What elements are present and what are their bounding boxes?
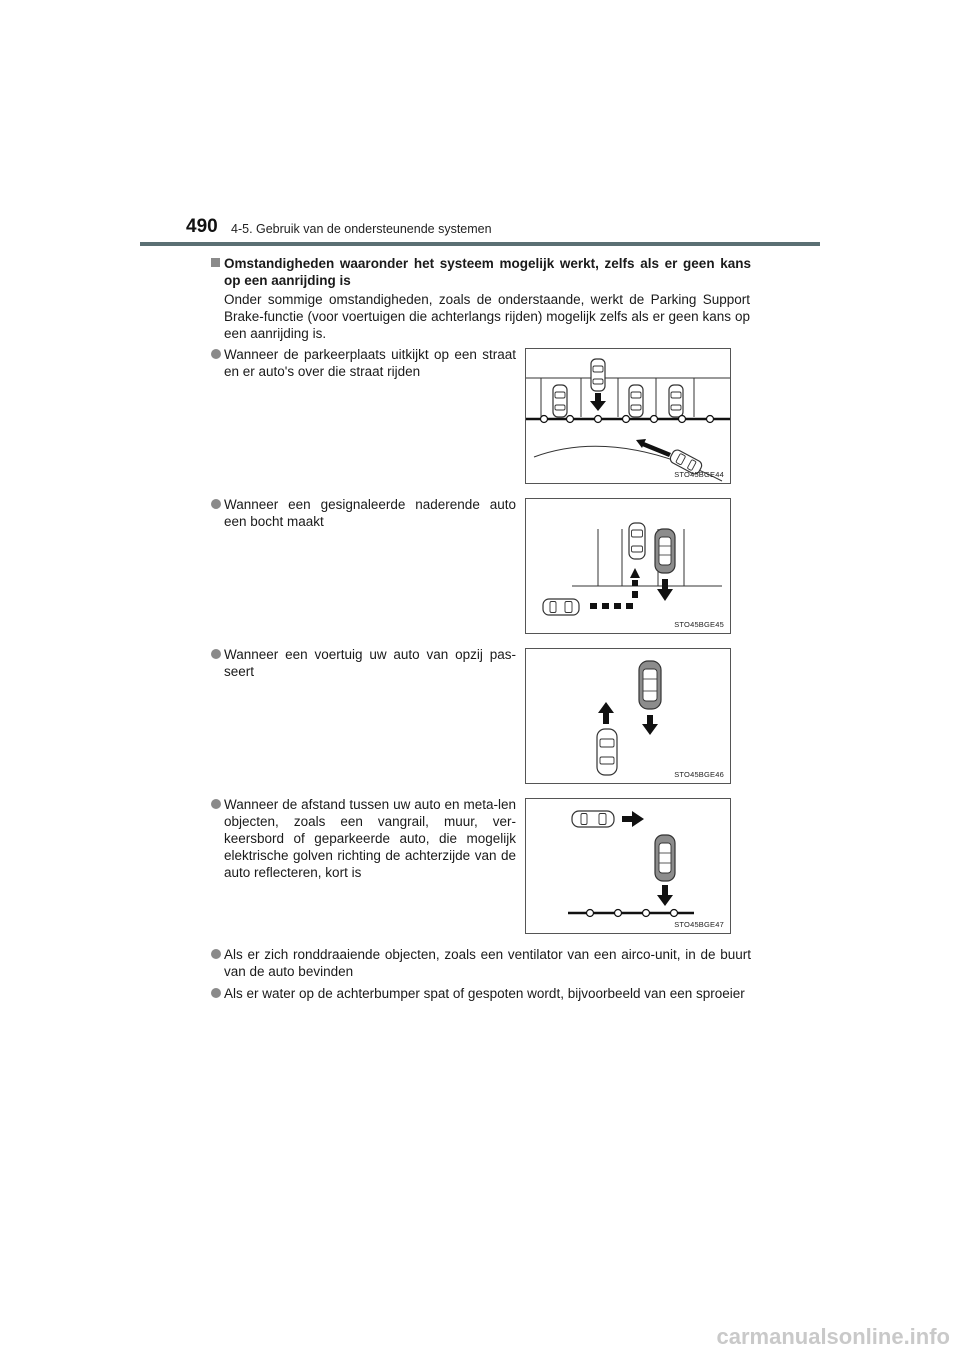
figure-metal-objects	[525, 798, 731, 934]
figure-code: STO45BGE47	[674, 920, 724, 929]
square-bullet-icon	[211, 258, 220, 267]
section-title: 4-5. Gebruik van de ondersteunende systemen	[231, 222, 492, 236]
bullet-icon	[211, 949, 221, 959]
bullet-icon	[211, 649, 221, 659]
bullet-item	[211, 496, 516, 530]
figure-parking-street	[525, 348, 731, 484]
bullet-icon	[211, 349, 221, 359]
bullet-item	[211, 346, 516, 380]
bullet-icon	[211, 499, 221, 509]
figure-side-passing	[525, 648, 731, 784]
figure-code: STO45BGE46	[674, 770, 724, 779]
figure-code: STO45BGE44	[674, 470, 724, 479]
figure-code: STO45BGE45	[674, 620, 724, 629]
bullet-item	[211, 985, 751, 1002]
heading-text: Omstandigheden waaronder het systeem mogelijk werkt, zelfs als er geen kans op een aanrijding is	[224, 256, 751, 288]
figure-approaching-turn	[525, 498, 731, 634]
intro-paragraph: Onder sommige omstandigheden, zoals de onderstaande, werkt de Parking Support Brake-functie (voor voertuigen die achterlangs rijden) mogelijk zelfs als er geen kans op een aanrijding is.	[224, 292, 750, 341]
bullet-item	[211, 796, 516, 881]
bullet-text: Wanneer een gesignaleerde naderende auto een bocht maakt	[224, 497, 516, 529]
bullet-text: Wanneer een voertuig uw auto van opzij pas-seert	[224, 647, 516, 679]
bullet-item	[211, 946, 751, 980]
watermark: carmanualsonline.info	[716, 1324, 950, 1349]
bullet-text: Als er zich ronddraaiende objecten, zoals een ventilator van een airco-unit, in de buurt van de auto bevinden	[224, 947, 751, 979]
bullet-text: Wanneer de parkeerplaats uitkijkt op een straat en er auto's over die straat rijden	[224, 347, 516, 379]
bullet-text: Wanneer de afstand tussen uw auto en meta-len objecten, zoals een vangrail, muur, ver-keersbord of geparkeerde auto, die mogelijk elektrische golven richting de achterzijde van de auto reflecteren, kort is	[224, 797, 516, 880]
bullet-icon	[211, 799, 221, 809]
page-number: 490	[186, 216, 218, 237]
bullet-item	[211, 646, 516, 680]
bullet-icon	[211, 988, 221, 998]
subsection-heading	[211, 255, 751, 289]
header-divider	[140, 242, 820, 246]
bullet-text: Als er water op de achterbumper spat of gespoten wordt, bijvoorbeeld van een sproeier	[224, 986, 745, 1001]
